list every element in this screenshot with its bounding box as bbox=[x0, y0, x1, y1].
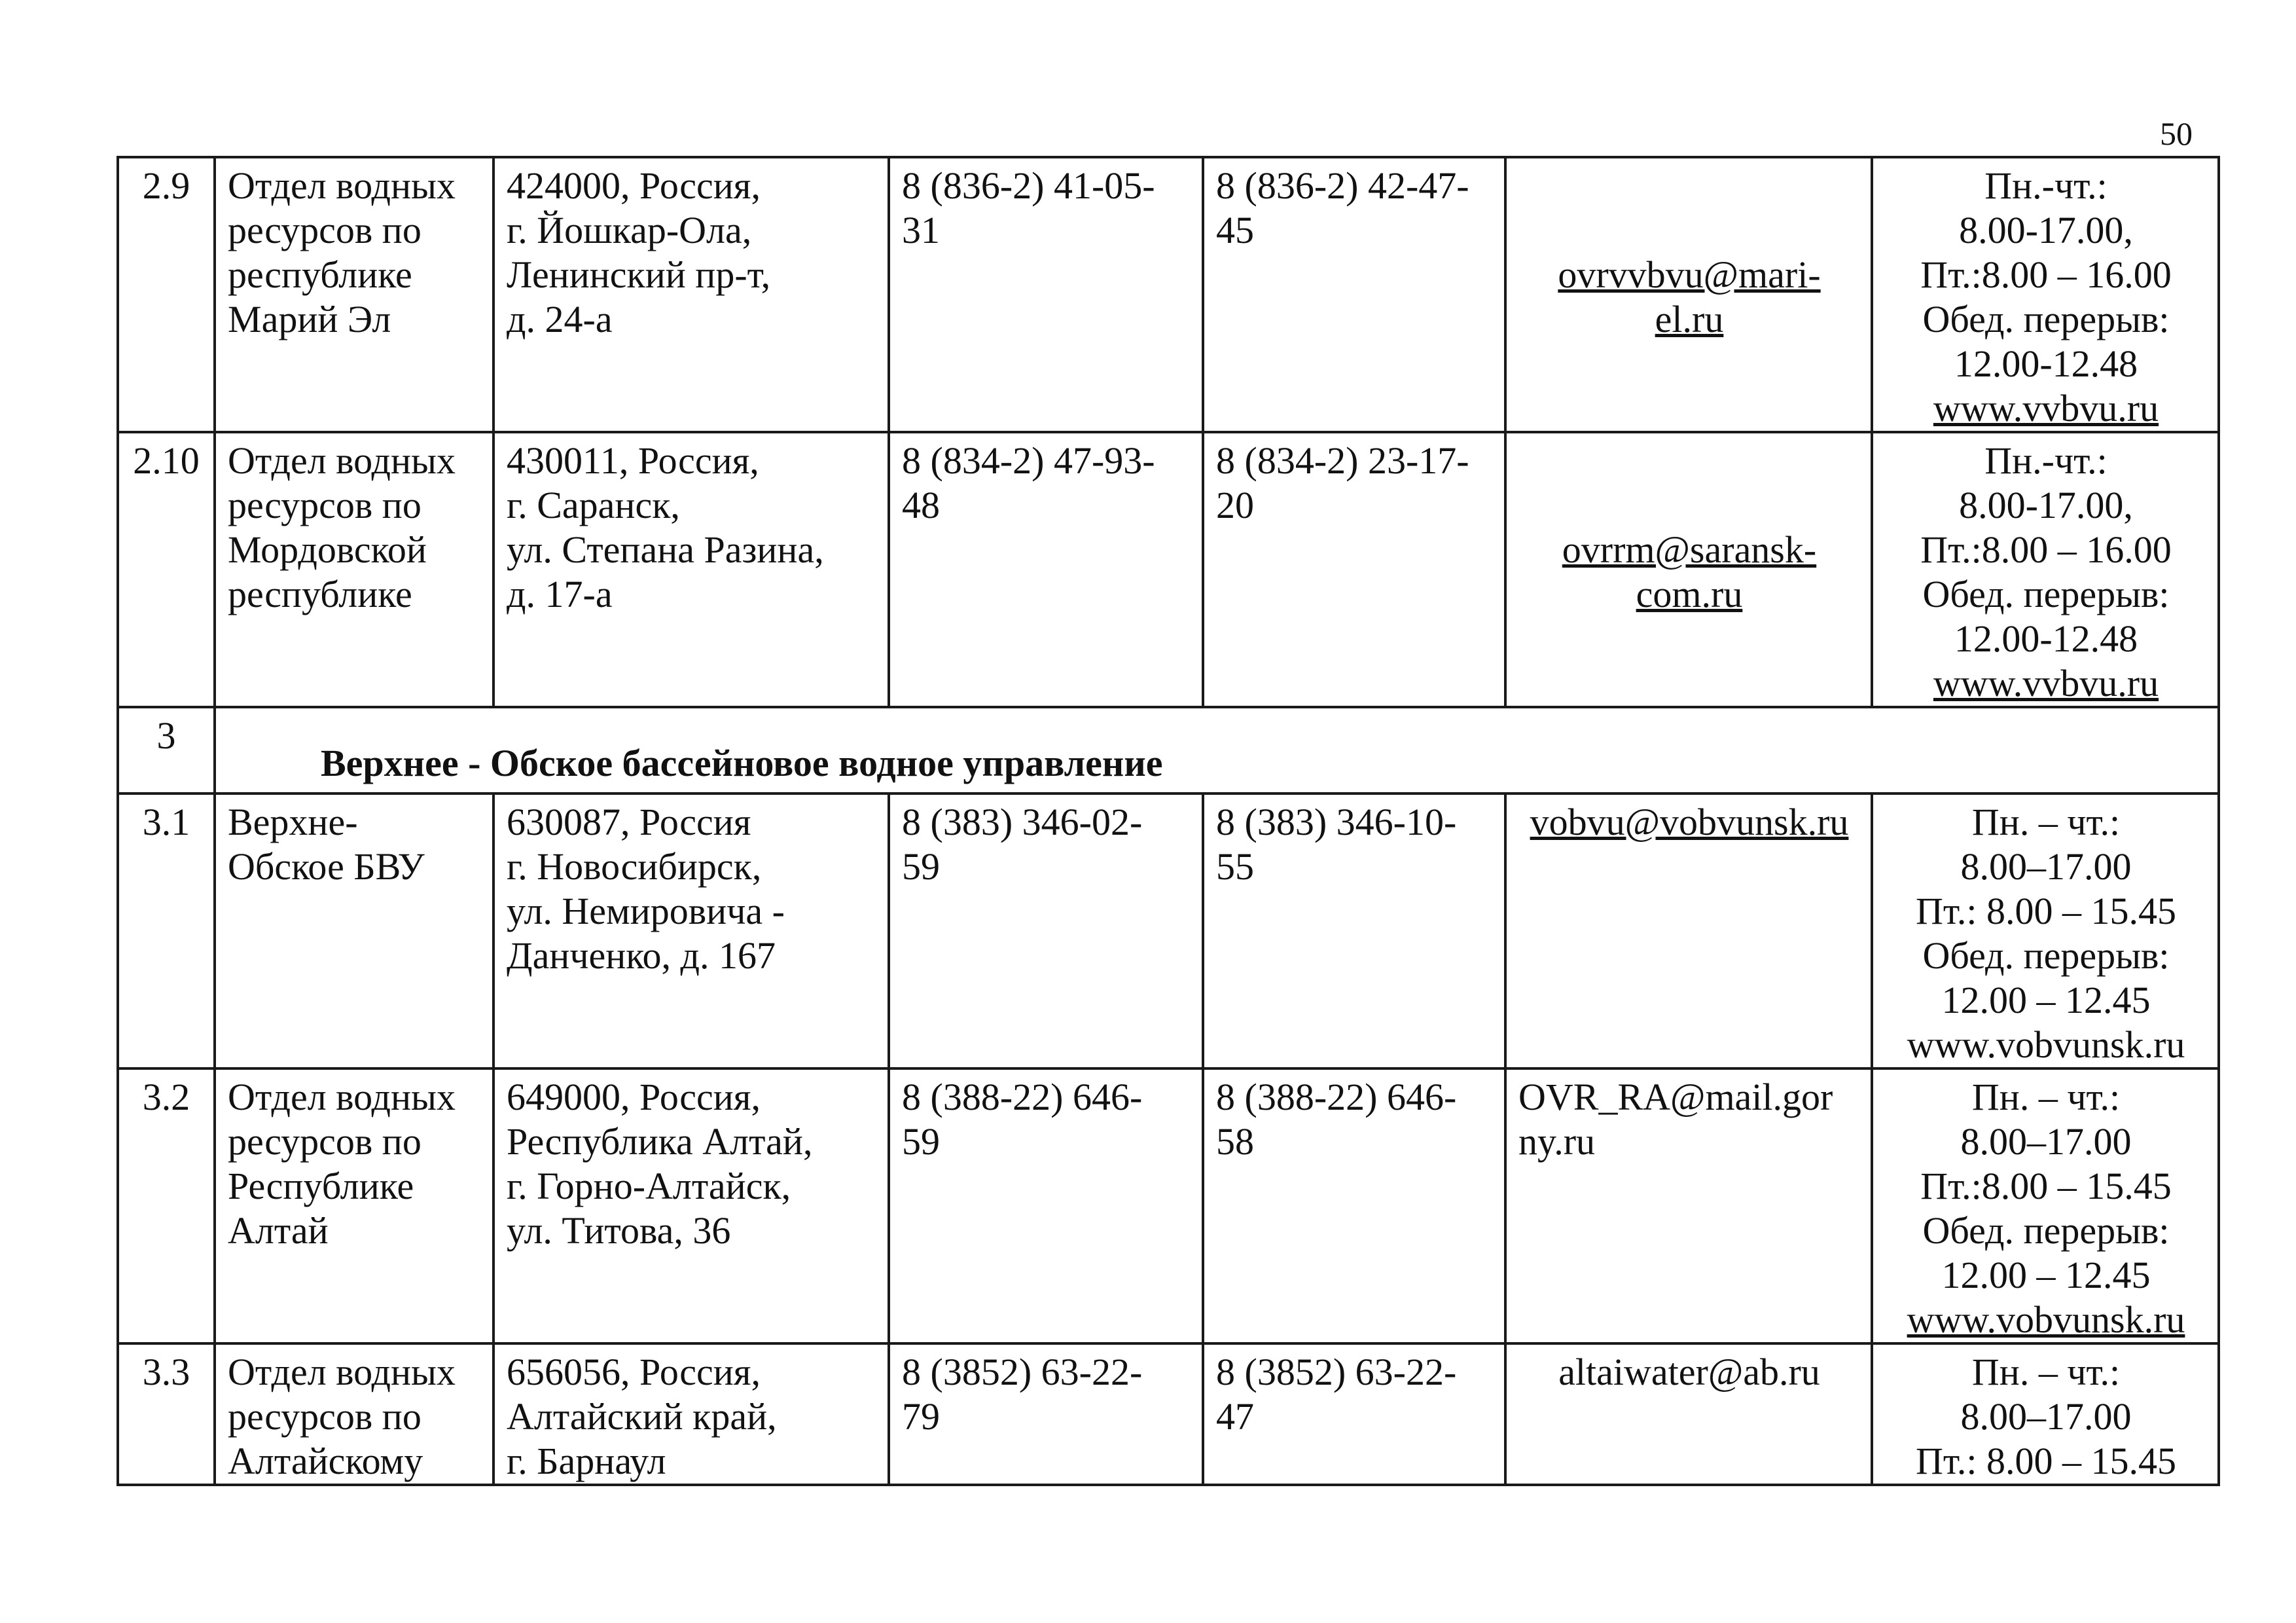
phone-cell: 8 (383) 346-02- 59 bbox=[889, 793, 1203, 1068]
fax-cell: 8 (834-2) 23-17- 20 bbox=[1203, 432, 1505, 707]
table-row bbox=[118, 157, 2219, 432]
phone-cell: 8 (388-22) 646- 59 bbox=[889, 1068, 1203, 1343]
address-cell: 649000, Россия, Республика Алтай, г. Горно-Алтайск, ул. Титова, 36 bbox=[493, 1068, 889, 1343]
address-cell: 424000, Россия, г. Йошкар-Ола, Ленинский пр-т, д. 24-а bbox=[493, 157, 889, 432]
website-link[interactable]: www.vvbvu.ru bbox=[1933, 662, 2159, 704]
table-row bbox=[118, 793, 2219, 1068]
hours-cell: Пн.-чт.: 8.00-17.00, Пт.:8.00 – 16.00 Обед. перерыв: 12.00-12.48 www.vvbvu.ru bbox=[1872, 432, 2219, 707]
row-number-cell: 3.2 bbox=[118, 1068, 215, 1343]
fax-cell: 8 (3852) 63-22- 47 bbox=[1203, 1343, 1505, 1485]
website-link[interactable]: www.vvbvu.ru bbox=[1933, 387, 2159, 429]
row-number-cell: 3.1 bbox=[118, 793, 215, 1068]
phone-cell: 8 (3852) 63-22- 79 bbox=[889, 1343, 1203, 1485]
address-cell: 656056, Россия, Алтайский край, г. Барнаул bbox=[493, 1343, 889, 1485]
phone-cell: 8 (834-2) 47-93- 48 bbox=[889, 432, 1203, 707]
email-link[interactable]: ovrrm@saransk- bbox=[1562, 528, 1817, 571]
website-link[interactable]: www.vobvunsk.ru bbox=[1907, 1298, 2185, 1341]
website-link[interactable]: www.vobvunsk.ru bbox=[1907, 1023, 2185, 1066]
email-link[interactable]: vobvu@vobvunsk.ru bbox=[1530, 801, 1849, 843]
phone-cell: 8 (836-2) 41-05- 31 bbox=[889, 157, 1203, 432]
table-row bbox=[118, 1343, 2219, 1485]
row-number-cell: 3.3 bbox=[118, 1343, 215, 1485]
row-number-cell: 2.10 bbox=[118, 432, 215, 707]
hours-cell: Пн.-чт.: 8.00-17.00, Пт.:8.00 – 16.00 Обед. перерыв: 12.00-12.48 www.vvbvu.ru bbox=[1872, 157, 2219, 432]
row-number-cell: 2.9 bbox=[118, 157, 215, 432]
table-row bbox=[118, 432, 2219, 707]
organization-name-cell: Отдел водных ресурсов по Алтайскому bbox=[215, 1343, 493, 1485]
section-row bbox=[118, 707, 2219, 793]
contacts-table bbox=[117, 156, 2220, 1486]
hours-cell: Пн. – чт.: 8.00–17.00 Пт.: 8.00 – 15.45 bbox=[1872, 1343, 2219, 1485]
email-text[interactable]: ny.ru bbox=[1518, 1120, 1596, 1163]
organization-name-cell: Отдел водных ресурсов по Мордовской республике bbox=[215, 432, 493, 707]
page-number: 50 bbox=[2160, 115, 2193, 152]
hours-cell: Пн. – чт.: 8.00–17.00 Пт.:8.00 – 15.45 Обед. перерыв: 12.00 – 12.45 www.vobvunsk.ru bbox=[1872, 1068, 2219, 1343]
email-link[interactable]: com.ru bbox=[1636, 573, 1743, 615]
table-row bbox=[118, 1068, 2219, 1343]
organization-name-cell: Отдел водных ресурсов по Республике Алтай bbox=[215, 1068, 493, 1343]
organization-name-cell: Отдел водных ресурсов по республике Марий Эл bbox=[215, 157, 493, 432]
email-link[interactable]: el.ru bbox=[1655, 298, 1724, 340]
fax-cell: 8 (388-22) 646- 58 bbox=[1203, 1068, 1505, 1343]
email-cell[interactable] bbox=[1505, 432, 1872, 707]
email-text[interactable]: altaiwater@ab.ru bbox=[1558, 1351, 1820, 1393]
fax-cell: 8 (383) 346-10- 55 bbox=[1203, 793, 1505, 1068]
hours-cell: Пн. – чт.: 8.00–17.00 Пт.: 8.00 – 15.45 Обед. перерыв: 12.00 – 12.45 www.vobvunsk.ru bbox=[1872, 793, 2219, 1068]
email-cell[interactable] bbox=[1505, 1068, 1872, 1343]
email-link[interactable]: ovrvvbvu@mari- bbox=[1558, 253, 1821, 296]
address-cell: 630087, Россия г. Новосибирск, ул. Немировича - Данченко, д. 167 bbox=[493, 793, 889, 1068]
email-cell[interactable] bbox=[1505, 793, 1872, 1068]
section-title: Верхнее - Обское бассейновое водное управление bbox=[215, 707, 2219, 793]
email-cell[interactable] bbox=[1505, 157, 1872, 432]
email-text[interactable]: OVR_RA@mail.gor bbox=[1518, 1076, 1833, 1118]
address-cell: 430011, Россия, г. Саранск, ул. Степана Разина, д. 17-а bbox=[493, 432, 889, 707]
fax-cell: 8 (836-2) 42-47- 45 bbox=[1203, 157, 1505, 432]
email-cell[interactable] bbox=[1505, 1343, 1872, 1485]
section-number-cell: 3 bbox=[118, 707, 215, 793]
organization-name-cell: Верхне- Обское БВУ bbox=[215, 793, 493, 1068]
